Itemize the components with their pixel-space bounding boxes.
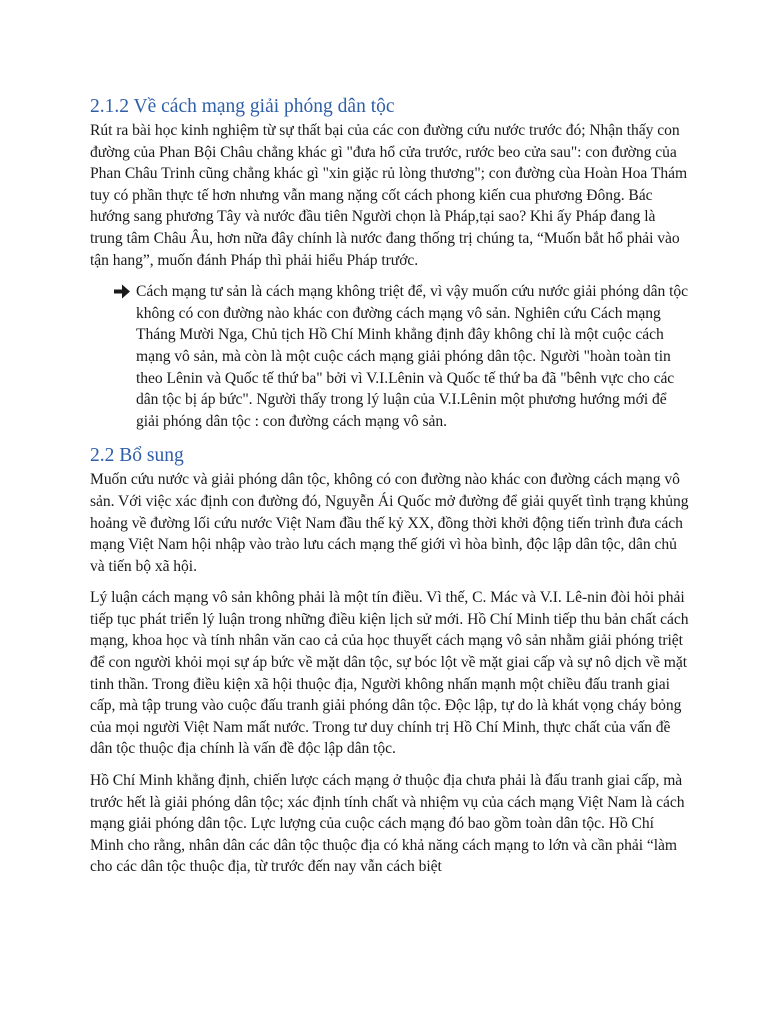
paragraph: Muốn cứu nước và giải phóng dân tộc, không có con đường nào khác con đường cách mạng vô sản. Với việc xác định con đường đó, Nguyễn Ái Quốc mở đường để giải quyết tình trạng khủng hoảng về đường lối cứu nước Việt Nam đầu thế kỷ XX, đồng thời khởi động tiến trình đưa cách mạng Việt Nam hội nhập vào trào lưu cách mạng thế giới vì hòa bình, độc lập dân tộc, dân chủ và tiến bộ xã hội. <box>90 471 689 575</box>
paragraph-intro: Rút ra bài học kinh nghiệm từ sự thất bại của các con đường cứu nước trước đó; Nhận thấy con đường của Phan Bội Châu chẳng khác gì "đưa hổ cửa trước, rước beo cửa sau": con đường của Phan Châu Trinh cũng chẳng khác gì "xin giặc rủ lòng thương"; con đường cùa Hoàn Hoa Thám tuy có phần thực tế hơn nhưng vẫn mang nặng cốt cách phong kiến cua phương Đông. Bác hướng sang phương Tây và nước đầu tiên Người chọn là Pháp,tại sao? Khi ấy Pháp đang là trung tâm Châu Âu, hơn nữa đây chính là nước đang thống trị chúng ta, “Muốn bắt hổ phải vào tận hang”, muốn đánh Pháp thì phải hiểu Pháp trước. <box>90 122 688 269</box>
paragraph: Hồ Chí Minh khẳng định, chiến lược cách mạng ở thuộc địa chưa phải là đấu tranh giai cấp, mà trước hết là giải phóng dân tộc; xác định tính chất và nhiệm vụ của cách mạng Việt Nam là cách mạng giải phóng dân tộc. Lực lượng của cuộc cách mạng đó bao gồm toàn dân tộc. Hồ Chí Minh cho rằng, nhân dân các dân tộc thuộc địa có khả năng cách mạng to lớn và cần phải “làm cho các dân tộc thuộc địa, từ trước đến nay vẫn cách biệt <box>90 772 685 876</box>
bullet-text: Cách mạng tư sản là cách mạng không triệt để, vì vậy muốn cứu nước giải phóng dân tộc không có con đường nào khác con đường cách mạng vô sản. Nghiên cứu Cách mạng Tháng Mười Nga, Chủ tịch Hồ Chí Minh khẳng định đây không chỉ là một cuộc cách mạng vô sản, mà còn là một cuộc cách mạng giải phóng dân tộc. Người "hoàn toàn tin theo Lênin và Quốc tế thứ ba" bởi vì V.I.Lênin và Quốc tế thứ ba đã "bênh vực cho các dân tộc bị áp bức". Người thấy trong lý luận của V.I.Lênin một phương hướng mới để giải phóng dân tộc : con đường cách mạng vô sản. <box>136 283 689 430</box>
right-arrow-icon <box>112 281 132 302</box>
bullet-item <box>90 281 690 432</box>
paragraph: Lý luận cách mạng vô sản không phải là một tín điều. Vì thế, C. Mác và V.I. Lê-nin đòi hỏi phải tiếp tục phát triển lý luận trong những điều kiện lịch sử mới. Hồ Chí Minh tiếp thu bản chất cách mạng, khoa học và tính nhân văn cao cả của học thuyết cách mạng vô sản nhằm giải phóng triệt để con người khỏi mọi sự áp bức về mặt dân tộc, sự bóc lột về mặt giai cấp và sự nô dịch về mặt tinh thần. Trong điều kiện xã hội thuộc địa, Người không nhấn mạnh một chiều đấu tranh giai cấp, mà tập trung vào cuộc đấu tranh giải phóng dân tộc. Độc lập, tự do là khát vọng cháy bỏng của mọi người Việt Nam mất nước. Trong tư duy chính trị Hồ Chí Minh, thực chất của vấn đề dân tộc thuộc địa chính là vấn đề độc lập dân tộc. <box>90 589 689 758</box>
section-heading-2-1-2: 2.1.2 Về cách mạng giải phóng dân tộc <box>90 96 395 117</box>
section-heading-2-2: 2.2 Bổ sung <box>90 445 184 467</box>
